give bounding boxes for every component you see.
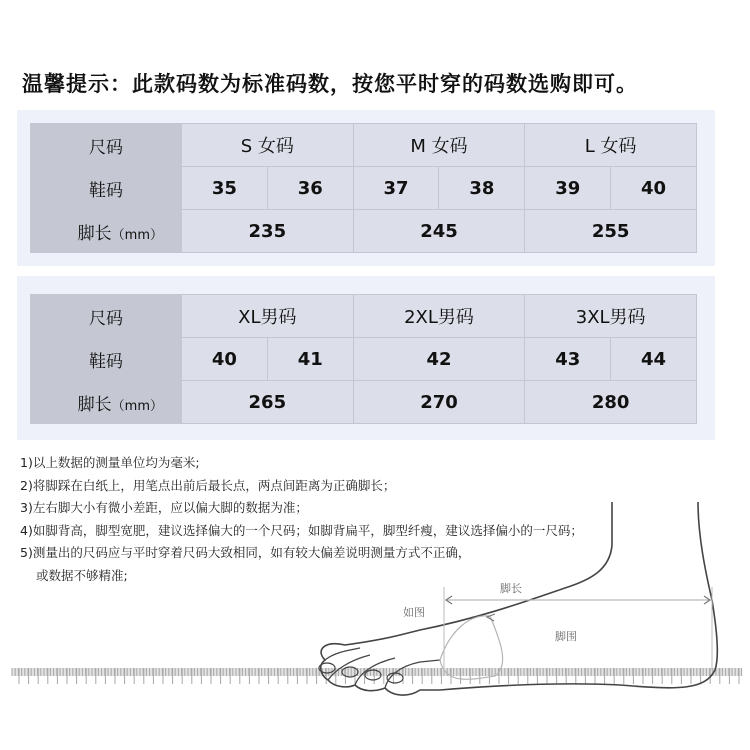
shoe-size-cell: 40 [611,167,697,210]
foot-length-cell: 280 [525,381,697,424]
size-notice-heading: 温馨提示：此款码数为标准码数，按您平时穿的码数选购即可。 [22,72,638,96]
foot-length-cell: 245 [353,210,525,253]
foot-length-diagram-label: 脚长 [500,582,522,595]
size-l-women: L 女码 [525,124,697,167]
size-row [31,295,697,338]
example-label: 如图 [403,606,425,619]
men-size-panel [17,276,715,440]
size-m-women: M 女码 [353,124,525,167]
men-size-table [30,294,697,424]
women-size-table [30,123,697,253]
shoe-size-cell: 37 [353,167,439,210]
foot-length-cell: 255 [525,210,697,253]
foot-girth-label: 脚围 [555,630,577,643]
unit-label: （mm） [111,398,163,414]
shoe-size-cell: 44 [611,338,697,381]
foot-length-label: 脚长 [77,394,112,415]
shoe-size-cell: 36 [267,167,353,210]
row-label-size: 尺码 [31,295,182,338]
foot-measurement-diagram [0,480,750,730]
shoe-size-row [31,338,697,381]
size-xl-men: XL男码 [182,295,354,338]
foot-length-row [31,210,697,253]
row-label-foot-length [31,210,182,253]
foot-length-label: 脚长 [77,223,112,244]
foot-length-cell: 265 [182,381,354,424]
unit-label: （mm） [111,227,163,243]
shoe-size-cell: 40 [182,338,268,381]
note-item: 或数据不够精准; [36,567,128,583]
foot-illustration-icon [0,480,750,730]
foot-length-cell: 235 [182,210,354,253]
foot-length-cell: 270 [353,381,525,424]
row-label-size: 尺码 [31,124,182,167]
shoe-size-cell: 41 [267,338,353,381]
shoe-size-row [31,167,697,210]
shoe-size-cell: 43 [525,338,611,381]
foot-length-row [31,381,697,424]
row-label-shoe: 鞋码 [31,167,182,210]
size-s-women: S 女码 [182,124,354,167]
shoe-size-cell: 42 [353,338,525,381]
size-2xl-men: 2XL男码 [353,295,525,338]
shoe-size-cell: 35 [182,167,268,210]
women-size-panel [17,110,715,266]
note-item: 2)将脚踩在白纸上，用笔点出前后最长点，两点间距离为正确脚长； [20,477,396,493]
row-label-foot-length [31,381,182,424]
size-row [31,124,697,167]
shoe-size-cell: 39 [525,167,611,210]
note-item: 3)左右脚大小有微小差距，应以偏大脚的数据为准； [20,500,308,515]
note-item: 1)以上数据的测量单位均为毫米; [20,455,200,470]
row-label-shoe: 鞋码 [31,338,182,381]
shoe-size-cell: 38 [439,167,525,210]
note-item: 5)测量出的尺码应与平时穿着尺码大致相同，如有较大偏差说明测量方式不正确， [20,545,471,560]
note-item: 4)如脚背高，脚型宽肥，建议选择偏大的一个尺码；如脚背扁平，脚型纤瘦，建议选择偏小的一尺码； [20,522,583,538]
size-3xl-men: 3XL男码 [525,295,697,338]
